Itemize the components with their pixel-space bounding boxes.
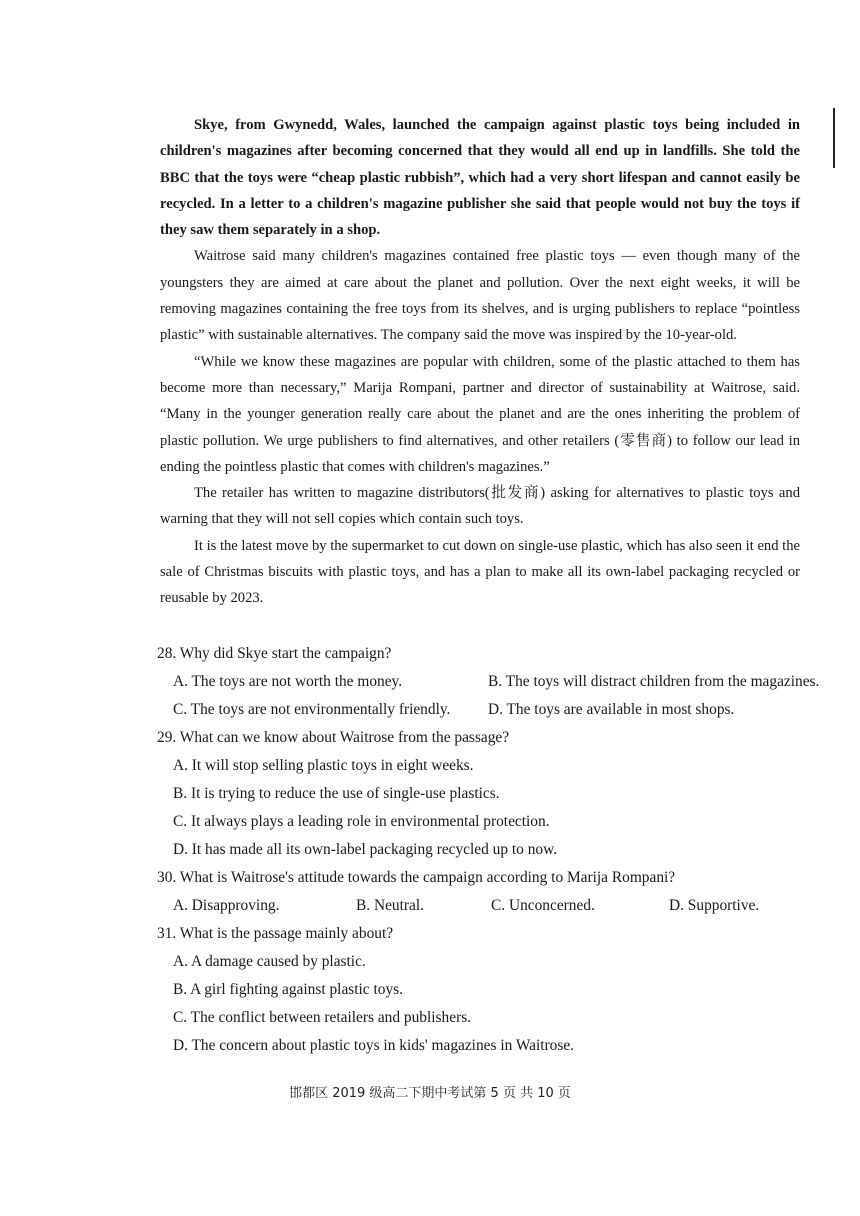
option-row xyxy=(173,668,837,696)
question-30 xyxy=(157,864,837,920)
question-list xyxy=(157,640,837,1060)
option-d: D. It has made all its own-label packaging recycled up to now. xyxy=(173,841,558,858)
margin-line xyxy=(833,108,835,168)
page-footer: 邯都区 2019 级高二下期中考试第 5 页 共 10 页 xyxy=(289,1086,571,1101)
option-d: D. Supportive. xyxy=(669,897,760,914)
question-stem: 30. What is Waitrose's attitude towards the campaign according to Marija Rompani? xyxy=(157,869,676,886)
passage-paragraph-1: Skye, from Gwynedd, Wales, launched the campaign against plastic toys being included in children's magazines after becoming concerned that they would all end up in landfills. She told the BBC that the toys were “cheap plastic rubbish”, which had a very short lifespan and cannot easily be recycled. In a letter to a children's magazine publisher she said that people would not buy the toys if they saw them separately in a shop. xyxy=(160,117,800,239)
passage-paragraph-3: “While we know these magazines are popular with children, some of the plastic attached to them has become more than necessary,” Marija Rompani, partner and director of sustainability at Waitrose, said. “Many in the younger generation really care about the planet and are the ones inheriting the problem of plastic pollution. We urge publishers to find alternatives, and other retailers (零售商) to follow our lead in ending the pointless plastic that comes with children's magazines.” xyxy=(160,353,800,475)
option-c: C. It always plays a leading role in environmental protection. xyxy=(173,813,550,830)
option-c: C. The toys are not environmentally friendly. xyxy=(173,701,451,718)
option-c: C. The conflict between retailers and publishers. xyxy=(173,1009,472,1026)
option-d: D. The toys are available in most shops. xyxy=(488,701,735,718)
question-stem: 28. Why did Skye start the campaign? xyxy=(157,645,392,662)
option-a: A. A damage caused by plastic. xyxy=(173,953,366,970)
option-b: B. It is trying to reduce the use of single-use plastics. xyxy=(173,785,500,802)
option-a: A. The toys are not worth the money. xyxy=(173,673,403,690)
option-d: D. The concern about plastic toys in kids' magazines in Waitrose. xyxy=(173,1037,575,1054)
passage-paragraph-5: It is the latest move by the supermarket to cut down on single-use plastic, which has also seen it end the sale of Christmas biscuits with plastic toys, and has a plan to make all its own-label packaging recycled or reusable by 2023. xyxy=(160,537,800,607)
option-row xyxy=(173,892,837,920)
question-stem: 29. What can we know about Waitrose from the passage? xyxy=(157,729,510,746)
option-b: B. The toys will distract children from the magazines. xyxy=(488,673,820,690)
option-b: B. A girl fighting against plastic toys. xyxy=(173,981,403,998)
option-row xyxy=(173,696,837,724)
question-31 xyxy=(157,920,837,1060)
option-c: C. Unconcerned. xyxy=(491,897,595,914)
passage-paragraph-4: The retailer has written to magazine distributors(批发商) asking for alternatives to plastic toys and warning that they will not sell copies which contain such toys. xyxy=(160,485,800,528)
question-28 xyxy=(157,640,837,724)
reading-passage xyxy=(160,112,800,612)
option-a: A. Disapproving. xyxy=(173,897,280,914)
question-stem: 31. What is the passage mainly about? xyxy=(157,925,394,942)
option-a: A. It will stop selling plastic toys in eight weeks. xyxy=(173,757,474,774)
question-29 xyxy=(157,724,837,864)
passage-paragraph-2: Waitrose said many children's magazines contained free plastic toys — even though many of the youngsters they are aimed at care about the planet and pollution. Over the next eight weeks, it will be removing magazines containing the free toys from its shelves, and is urging publishers to replace “pointless plastic” with sustainable alternatives. The company said the move was inspired by the 10-year-old. xyxy=(160,248,800,344)
option-b: B. Neutral. xyxy=(356,897,424,914)
